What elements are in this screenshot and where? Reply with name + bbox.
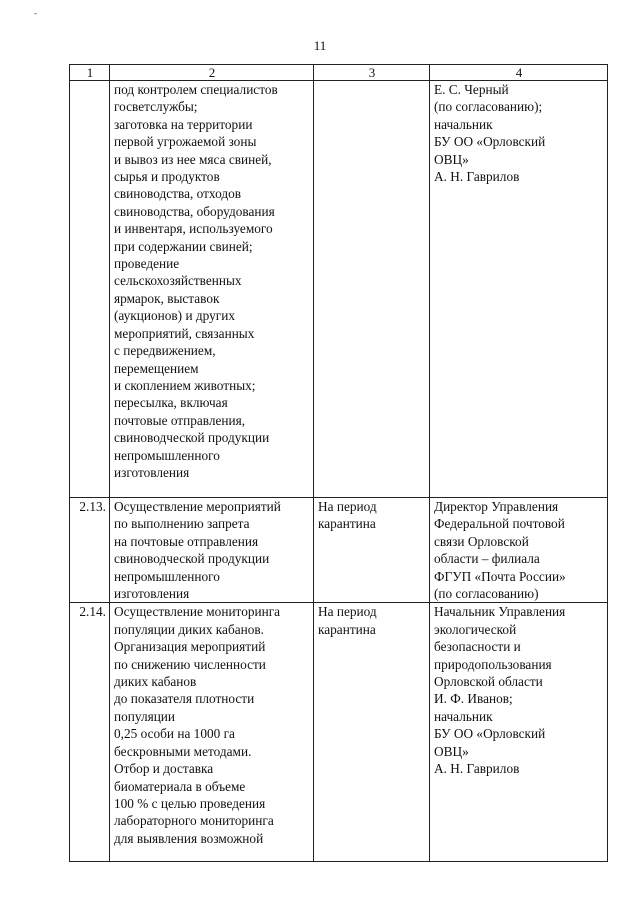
cell-text-line: бескровными методами. <box>114 743 252 759</box>
cell-text-line: биоматериала в объеме <box>114 778 246 794</box>
cell-text-line: популяции <box>114 708 176 724</box>
responsible-cell <box>430 498 608 603</box>
measure-cell <box>110 498 314 603</box>
cell-text-line: И. Ф. Иванов; <box>434 691 513 707</box>
cell-text-line: 0,25 особи на 1000 га <box>114 726 235 742</box>
cell-text-line: На период <box>318 604 377 620</box>
cell-text-line: свиноводства, отходов <box>114 186 242 202</box>
cell-text-line: мероприятий, связанных <box>114 325 255 341</box>
row-number <box>70 81 110 498</box>
cell-text-line: до показателя плотности <box>114 691 255 707</box>
header-col-number: 1 <box>70 65 110 81</box>
cell-text-line: сельскохозяйственных <box>114 273 242 289</box>
cell-text-line: свиноводства, оборудования <box>114 203 275 219</box>
cell-text-line: свиноводческой продукции <box>114 430 270 446</box>
cell-text-line: карантина <box>318 516 376 532</box>
responsible-cell <box>430 603 608 862</box>
row-number: 2.14. <box>70 603 110 862</box>
cell-text-line: и вывоз из нее мяса свиней, <box>114 151 272 167</box>
cell-text-line: начальник <box>434 116 493 132</box>
table-row <box>70 498 608 603</box>
cell-text-line: изготовления <box>114 586 190 602</box>
cell-text-line: природопользования <box>434 656 552 672</box>
cell-text-line: госветслужбы; <box>114 99 198 115</box>
header-col-responsible: 4 <box>430 65 608 81</box>
cell-text-line: диких кабанов <box>114 674 197 690</box>
cell-text-line: А. Н. Гаврилов <box>434 169 520 185</box>
cell-text-line: Е. С. Черный <box>434 82 509 97</box>
header-row <box>70 65 608 81</box>
cell-text-line: заготовка на территории <box>114 116 253 132</box>
row-number: 2.13. <box>70 498 110 603</box>
cell-text-line: для выявления возможной <box>114 830 264 846</box>
cell-text-line: На период <box>318 499 377 514</box>
cell-text-line: Организация мероприятий <box>114 639 266 655</box>
cell-text-line: Осуществление мероприятий <box>114 499 281 514</box>
cell-text-line: Осуществление мониторинга <box>114 604 281 620</box>
period-cell <box>314 81 430 498</box>
cell-text-line: безопасности и <box>434 639 521 655</box>
cell-text-line: свиноводческой продукции <box>114 551 270 567</box>
cell-text-line: сырья и продуктов <box>114 169 220 185</box>
header-col-period: 3 <box>314 65 430 81</box>
cell-text-line: при содержании свиней; <box>114 238 253 254</box>
cell-text-line: области – филиала <box>434 551 540 567</box>
cell-text-line: ОВЦ» <box>434 743 469 759</box>
cell-text-line: экологической <box>434 621 517 637</box>
cell-text-line: с передвижением, <box>114 343 216 359</box>
period-cell <box>314 498 430 603</box>
cell-text-line: Начальник Управления <box>434 604 566 620</box>
cell-text-line: начальник <box>434 708 493 724</box>
cell-text-line: карантина <box>318 621 376 637</box>
cell-text-line: перемещением <box>114 360 199 376</box>
table-row <box>70 81 608 498</box>
cell-text-line: (аукционов) и других <box>114 308 235 324</box>
cell-text-line: Орловской области <box>434 674 543 690</box>
cell-text-line: Федеральной почтовой <box>434 516 565 532</box>
cell-text-line: популяции диких кабанов. <box>114 621 264 637</box>
cell-text-line: изготовления <box>114 464 190 480</box>
period-cell <box>314 603 430 862</box>
cell-text-line: БУ ОО «Орловский <box>434 134 546 150</box>
cell-text-line: лабораторного мониторинга <box>114 813 274 829</box>
cell-text-line: по снижению численности <box>114 656 266 672</box>
cell-text-line: (по согласованию); <box>434 99 543 115</box>
cell-text-line: первой угрожаемой зоны <box>114 134 257 150</box>
cell-text-line: БУ ОО «Орловский <box>434 726 546 742</box>
cell-text-line: (по согласованию) <box>434 586 539 602</box>
corner-mark: - <box>34 8 37 18</box>
responsible-cell <box>430 81 608 498</box>
cell-text-line: А. Н. Гаврилов <box>434 761 520 777</box>
cell-text-line: почтовые отправления, <box>114 412 246 428</box>
measures-table <box>69 64 608 862</box>
cell-text-line: Отбор и доставка <box>114 761 214 777</box>
cell-text-line: проведение <box>114 256 180 272</box>
cell-text-line: непромышленного <box>114 447 220 463</box>
cell-text-line: непромышленного <box>114 568 220 584</box>
header-col-measure: 2 <box>110 65 314 81</box>
measure-cell <box>110 603 314 862</box>
cell-text-line: под контролем специалистов <box>114 82 278 97</box>
cell-text-line: связи Орловской <box>434 533 529 549</box>
cell-text-line: ярмарок, выставок <box>114 290 220 306</box>
page-number: 11 <box>313 38 327 53</box>
measure-cell <box>110 81 314 498</box>
cell-text-line: ФГУП «Почта России» <box>434 568 566 584</box>
cell-text-line: на почтовые отправления <box>114 533 259 549</box>
table-row <box>70 603 608 862</box>
cell-text-line: ОВЦ» <box>434 151 469 167</box>
cell-text-line: 100 % с целью проведения <box>114 795 266 811</box>
cell-text-line: по выполнению запрета <box>114 516 250 532</box>
cell-text-line: Директор Управления <box>434 499 559 514</box>
cell-text-line: и инвентаря, используемого <box>114 221 273 237</box>
cell-text-line: пересылка, включая <box>114 395 228 411</box>
cell-text-line: и скоплением животных; <box>114 377 256 393</box>
